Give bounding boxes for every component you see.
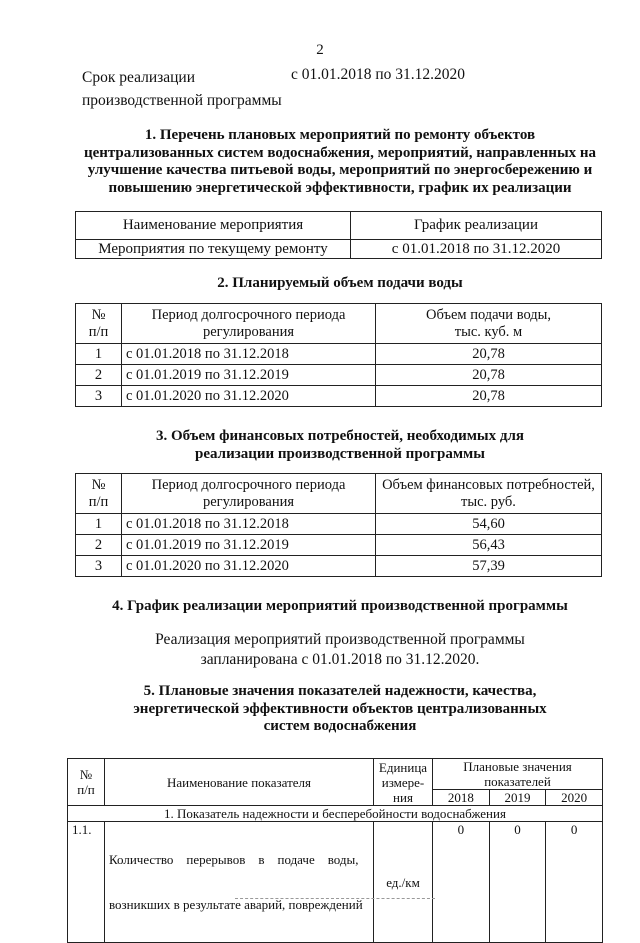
header-num bbox=[76, 474, 122, 514]
table-row bbox=[76, 240, 602, 259]
section3-heading-line: реализации производственной программы bbox=[195, 445, 485, 462]
section4-text bbox=[60, 630, 620, 670]
section5-heading-line: энергетической эффективности объектов централизованных bbox=[133, 700, 547, 717]
header-volume-line1: Объем подачи воды, bbox=[425, 306, 552, 323]
section1-table bbox=[75, 211, 602, 259]
section1-heading-line: повышению энергетической эффективности, график их реализации bbox=[108, 179, 572, 196]
page-number: 2 bbox=[316, 42, 324, 58]
term-label bbox=[82, 66, 282, 112]
table-row bbox=[76, 344, 602, 365]
header-period-line2: регулирования bbox=[202, 323, 295, 340]
header-schedule: График реализации bbox=[351, 212, 602, 240]
table-row bbox=[76, 365, 602, 386]
header-year: 2018 bbox=[433, 790, 490, 806]
section3-table bbox=[75, 473, 602, 577]
header-period-line1: Период долгосрочного периода bbox=[151, 306, 346, 323]
section5-heading-line: 5. Плановые значения показателей надежности, качества, bbox=[143, 683, 537, 699]
table-header-row bbox=[76, 304, 602, 344]
header-num bbox=[76, 304, 122, 344]
cell-period: с 01.01.2020 по 31.12.2020 bbox=[122, 386, 376, 407]
cell-value: 0 bbox=[546, 822, 603, 943]
header-finance bbox=[376, 474, 602, 514]
section1-heading-line: улучшение качества питьевой воды, мероприятий по энергосбережению и bbox=[87, 162, 593, 178]
header-num-line1: № bbox=[91, 306, 106, 323]
cell-volume: 20,78 bbox=[376, 386, 602, 407]
cell-indicator-name bbox=[105, 822, 374, 943]
header-period-line2: регулирования bbox=[202, 493, 295, 510]
term-value: с 01.01.2018 по 31.12.2020 bbox=[291, 66, 466, 83]
cell-indicator-line1: Количество перерывов в подаче воды, bbox=[109, 852, 359, 867]
section1-heading-line: 1. Перечень плановых мероприятий по ремонту объектов bbox=[144, 127, 536, 143]
cell-finance: 57,39 bbox=[376, 556, 602, 577]
header-plan-line2: показателей bbox=[484, 774, 551, 789]
header-period bbox=[122, 304, 376, 344]
section4-heading: 4. График реализации мероприятий производственной программы bbox=[112, 598, 568, 614]
page-bottom-divider bbox=[235, 898, 435, 899]
cell-num: 1 bbox=[76, 344, 122, 365]
cell-num: 3 bbox=[76, 386, 122, 407]
cell-num: 3 bbox=[76, 556, 122, 577]
section5-heading-line: систем водоснабжения bbox=[263, 718, 417, 734]
header-period bbox=[122, 474, 376, 514]
header-unit-line3: ния bbox=[393, 789, 413, 805]
cell-period: с 01.01.2018 по 31.12.2018 bbox=[122, 344, 376, 365]
table-row bbox=[76, 514, 602, 535]
table-header-row bbox=[76, 474, 602, 514]
section1-heading-line: централизованных систем водоснабжения, мероприятий, направленных на bbox=[83, 144, 597, 161]
table-group-row bbox=[68, 806, 603, 822]
header-measure-name: Наименование мероприятия bbox=[76, 212, 351, 240]
cell-period: с 01.01.2020 по 31.12.2020 bbox=[122, 556, 376, 577]
header-num-line1: № bbox=[91, 476, 106, 493]
group-title: 1. Показатель надежности и бесперебойности водоснабжения bbox=[68, 806, 603, 822]
cell-period: с 01.01.2019 по 31.12.2019 bbox=[122, 365, 376, 386]
header-unit bbox=[374, 759, 433, 806]
header-plan-line1: Плановые значения bbox=[463, 759, 572, 774]
header-num bbox=[68, 759, 105, 806]
header-num-line2: п/п bbox=[88, 323, 109, 340]
cell-schedule: с 01.01.2018 по 31.12.2020 bbox=[351, 240, 602, 259]
cell-num: 2 bbox=[76, 535, 122, 556]
section3-heading bbox=[60, 428, 620, 463]
header-volume bbox=[376, 304, 602, 344]
header-unit-line1: Единица bbox=[378, 759, 428, 775]
cell-value: 0 bbox=[489, 822, 546, 943]
cell-volume: 20,78 bbox=[376, 344, 602, 365]
cell-num: 2 bbox=[76, 365, 122, 386]
header-num-line2: п/п bbox=[88, 493, 109, 510]
header-unit-line2: измере- bbox=[381, 774, 425, 790]
table-header-row bbox=[68, 759, 603, 790]
header-num-line2: п/п bbox=[77, 782, 95, 797]
table-row bbox=[76, 535, 602, 556]
cell-finance: 56,43 bbox=[376, 535, 602, 556]
header-finance-line1: Объем финансовых потребностей, bbox=[382, 476, 595, 493]
section2-heading: 2. Планируемый объем подачи воды bbox=[217, 275, 463, 291]
header-year: 2020 bbox=[546, 790, 603, 806]
table-row bbox=[68, 822, 603, 943]
header-period-line1: Период долгосрочного периода bbox=[151, 476, 346, 493]
cell-period: с 01.01.2018 по 31.12.2018 bbox=[122, 514, 376, 535]
cell-measure: Мероприятия по текущему ремонту bbox=[76, 240, 351, 259]
header-num-line1: № bbox=[79, 767, 93, 782]
table-header-row bbox=[76, 212, 602, 240]
cell-finance: 54,60 bbox=[376, 514, 602, 535]
header-volume-line2: тыс. куб. м bbox=[454, 323, 523, 340]
section5-heading bbox=[60, 683, 620, 736]
cell-num: 1 bbox=[76, 514, 122, 535]
header-indicator-name: Наименование показателя bbox=[105, 759, 374, 806]
section3-heading-line: 3. Объем финансовых потребностей, необходимых для bbox=[155, 428, 525, 444]
header-year: 2019 bbox=[489, 790, 546, 806]
section1-heading bbox=[60, 127, 620, 197]
header-finance-line2: тыс. руб. bbox=[461, 493, 516, 510]
section5-table bbox=[67, 758, 603, 943]
cell-volume: 20,78 bbox=[376, 365, 602, 386]
cell-value: 0 bbox=[433, 822, 490, 943]
cell-num: 1.1. bbox=[68, 822, 105, 943]
term-label-line1: Срок реализации bbox=[82, 69, 195, 86]
section4-text-line2: запланирована с 01.01.2018 по 31.12.2020. bbox=[200, 651, 480, 668]
table-row bbox=[76, 386, 602, 407]
term-label-line2: производственной программы bbox=[82, 92, 282, 109]
cell-period: с 01.01.2019 по 31.12.2019 bbox=[122, 535, 376, 556]
section2-table bbox=[75, 303, 602, 407]
section4-text-line1: Реализация мероприятий производственной программы bbox=[155, 631, 525, 648]
table-row bbox=[76, 556, 602, 577]
header-plan-values bbox=[433, 759, 603, 790]
cell-indicator-line2: возникших в результате аварий, повреждений bbox=[109, 897, 363, 912]
cell-unit: ед./км bbox=[374, 822, 433, 943]
